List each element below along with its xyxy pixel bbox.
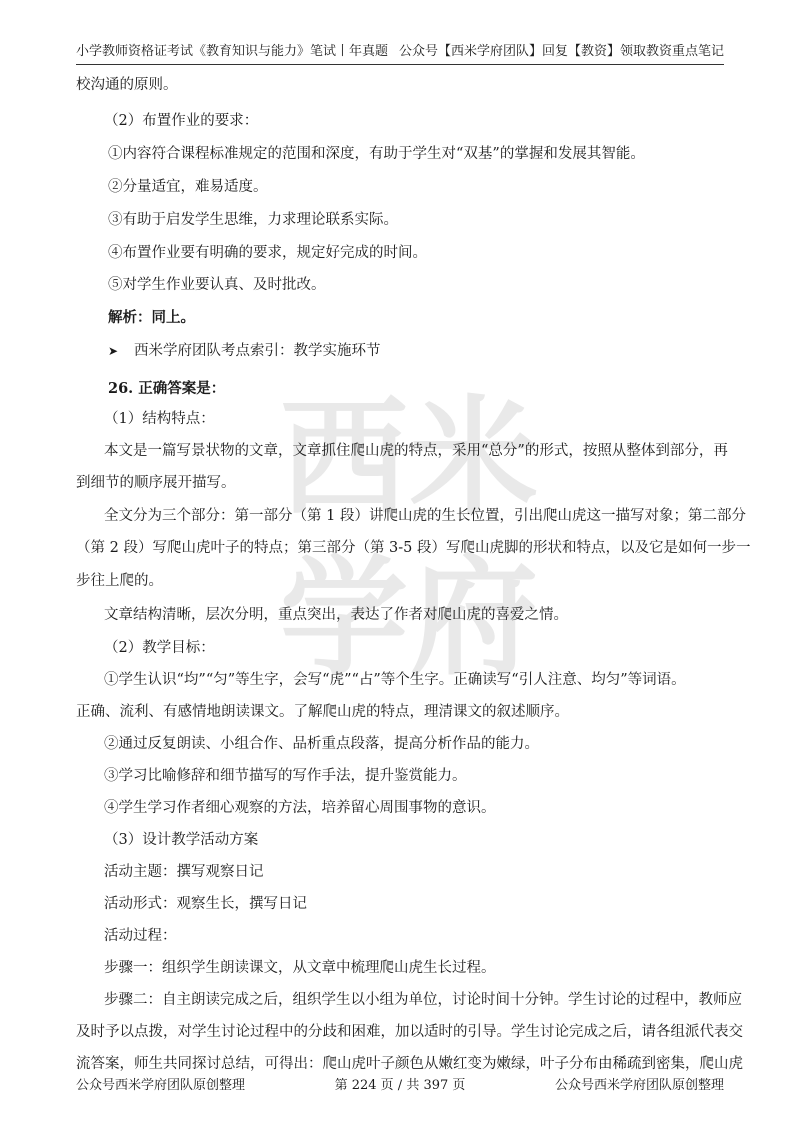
text-line: ③有助于启发学生思维，力求理论联系实际。 (108, 212, 398, 228)
text-line: （1）结构特点： (104, 411, 215, 427)
arrow-bullet-icon: ➤ (108, 344, 119, 358)
watermark-char: 米 (410, 384, 539, 533)
answer-heading: 26. 正确答案是： (108, 380, 226, 397)
text-line: 步骤二：自主朗读完成之后，组织学生以小组为单位，讨论时间十分钟。学生讨论的过程中，教师应 (104, 992, 742, 1008)
text-line: 到细节的顺序展开描写。 (76, 475, 236, 491)
footer-right-text: 公众号西米学府团队原创整理 (554, 1078, 724, 1093)
text-line: 本文是一篇写景状物的文章，文章抓住爬山虎的特点，采用“总分”的形式，按照从整体到部分，再 (104, 443, 728, 459)
text-line: 活动主题：撰写观察日记 (104, 864, 264, 880)
analysis-line: 解析：同上。 (108, 309, 195, 326)
watermark-char: 西 (280, 384, 409, 533)
header-right-text: 公众号【西米学府团队】回复【教资】领取教资重点笔记 (398, 44, 724, 59)
text-line: ②通过反复朗读、小组合作、品析重点段落，提高分析作品的能力。 (104, 736, 539, 752)
footer-left-text: 公众号西米学府团队原创整理 (76, 1078, 246, 1093)
text-line: 步骤一：组织学生朗读课文，从文章中梳理爬山虎生长过程。 (104, 960, 496, 976)
text-line: 活动过程： (104, 928, 177, 944)
index-line (108, 340, 724, 362)
text-line: ①内容符合课程标准规定的范围和深度，有助于学生对“双基”的掌握和发展其智能。 (108, 146, 645, 162)
text-line: ③学习比喻修辞和细节描写的写作手法，提升鉴赏能力。 (104, 768, 467, 784)
text-line: 全文分为三个部分：第一部分（第 1 段）讲爬山虎的生长位置，引出爬山虎这一描写对象；第二部分 (104, 508, 746, 524)
text-line: 文章结构清晰，层次分明，重点突出，表达了作者对爬山虎的喜爱之情。 (104, 607, 568, 623)
text-line: ④学生学习作者细心观察的方法，培养留心周围事物的意识。 (104, 800, 496, 816)
header-left-text: 小学教师资格证考试《教育知识与能力》笔试丨年真题 (76, 44, 389, 59)
text-line: （2）教学目标： (104, 640, 215, 656)
text-line: ①学生认识“均”“匀”等生字，会写“虎”“占”等个生字。正确读写“引人注意、均匀”等词语。 (104, 672, 686, 688)
text-line: 流答案，师生共同探讨总结，可得出：爬山虎叶子颜色从嫩红变为嫩绿，叶子分布由稀疏到密集，爬山虎 (76, 1056, 743, 1072)
watermark-char: 府 (410, 544, 539, 693)
text-line: 及时予以点拨，对学生讨论过程中的分歧和困难，加以适时的引导。学生讨论完成之后，请各组派代表交 (76, 1024, 743, 1040)
text-line: ④布置作业要有明确的要求，规定好完成的时间。 (108, 245, 427, 261)
text-line: ⑤对学生作业要认真、及时批改。 (108, 277, 326, 293)
text-line: （2）布置作业的要求： (104, 113, 259, 129)
text-line: （第 2 段）写爬山虎叶子的特点；第三部分（第 3-5 段）写爬山虎脚的形状和特点，以及它是如何一步一 (76, 540, 751, 556)
index-text: 西米学府团队考点索引：教学实施环节 (134, 343, 381, 359)
text-line: 活动形式：观察生长，撰写日记 (104, 896, 307, 912)
watermark-char: 学 (280, 544, 409, 693)
page-number: 第 224 页 / 共 397 页 (334, 1078, 466, 1093)
text-line: 步往上爬的。 (76, 573, 163, 589)
page-header (76, 40, 724, 65)
text-line: 校沟通的原则。 (76, 77, 178, 93)
text-line: （3）设计教学活动方案 (104, 832, 259, 848)
text-line: 正确、流利、有感情地朗读课文。了解爬山虎的特点，理清课文的叙述顺序。 (76, 704, 569, 720)
text-line: ②分量适宜，难易适度。 (108, 179, 268, 195)
page-footer (76, 1076, 724, 1098)
